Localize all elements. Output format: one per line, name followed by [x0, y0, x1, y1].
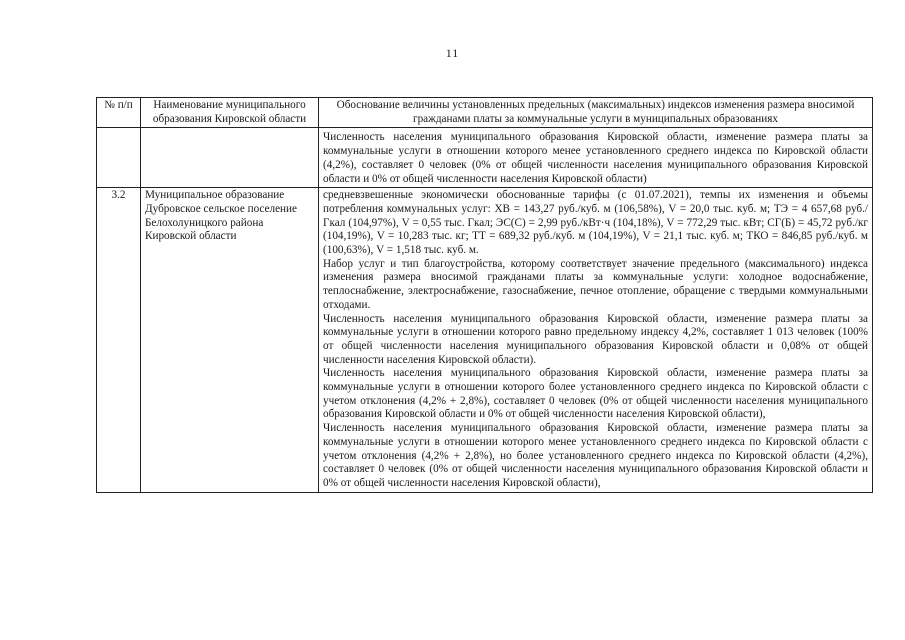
cell-number: [97, 128, 141, 188]
cell-municipality-name: Муниципальное образование Дубровское сельское поселение Белохолуницкого района Кировской области: [141, 188, 319, 492]
cell-number: 3.2: [97, 188, 141, 492]
population-equal-paragraph: Численность населения муниципального образования Кировской области, изменение размера платы за коммунальные услуги в отношении которого равно предельному индексу 4,2%, составляет 1 013 человек (100% от общей численности населения муниципального образования Кировской области и 0,08% от общей численности населения Кировской области).: [323, 312, 868, 366]
table-header-row: [97, 98, 873, 128]
tariffs-paragraph: средневзвешенные экономически обоснованные тарифы (с 01.07.2021), темпы их изменения и объемы потребления коммунальных услуг: ХВ = 143,27 руб./куб. м (106,58%), V = 20,0 тыс. куб. м; ТЭ = 4 657,68 руб./Гкал (104,97%), V = 0,55 тыс. Гкал; ЭС(С) = 2,99 руб./кВт·ч (104,18%), V = 772,29 тыс. кВт; СГ(Б) = 45,72 руб./кг (104,19%), V = 10,283 тыс. кг; ТТ = 689,32 руб./куб. м (104,19%), V = 21,1 тыс. куб. м; ТКО = 846,85 руб./куб. м (100,63%), V = 1,518 тыс. куб. м.: [323, 189, 868, 257]
header-number: № п/п: [97, 98, 141, 128]
table-row-3-2: [97, 188, 873, 492]
table-row-continuation: [97, 128, 873, 188]
cell-municipality-name: [141, 128, 319, 188]
population-between-paragraph: Численность населения муниципального образования Кировской области, изменение размера платы за коммунальные услуги в отношении которого менее установленного среднего индекса по Кировской области с учетом отклонения (4,2% + 2,8%), но более установленного среднего индекса по Кировской области (4,2%), составляет 0 человек (0% от общей численности населения муниципального образования Кировской области и 0% от общей численности населения Кировской области),: [323, 422, 868, 489]
page-number: 11: [445, 46, 460, 60]
tariff-index-table: [96, 97, 873, 493]
cell-basis: [319, 188, 873, 492]
cell-basis: [319, 128, 873, 188]
population-above-paragraph: Численность населения муниципального образования Кировской области, изменение размера платы за коммунальные услуги в отношении которого более установленного среднего индекса по Кировской области с учетом отклонения (4,2% + 2,8%), составляет 0 человек (0% от общей численности населения муниципального образования Кировской области и 0% от общей численности населения Кировской области),: [323, 367, 868, 421]
services-paragraph: Набор услуг и тип благоустройства, которому соответствует значение предельного (максимального) индекса изменения размера вносимой гражданами платы за коммунальные услуги: холодное водоснабжение, теплоснабжение, электроснабжение, газоснабжение, печное отопление, обращение с твердыми коммунальными отходами.: [323, 257, 868, 311]
header-municipality-name: Наименование муниципального образования Кировской области: [141, 98, 319, 128]
basis-paragraph: Численность населения муниципального образования Кировской области, изменение размера платы за коммунальные услуги в отношении которого менее установленного среднего индекса по Кировской области (4,2%), составляет 0 человек (0% от общей численности населения муниципального образования Кировской области и 0% от общей численности населения Кировской области): [323, 131, 868, 185]
header-basis: Обоснование величины установленных предельных (максимальных) индексов изменения размера вносимой гражданами платы за коммунальные услуги в муниципальных образованиях: [319, 98, 873, 128]
